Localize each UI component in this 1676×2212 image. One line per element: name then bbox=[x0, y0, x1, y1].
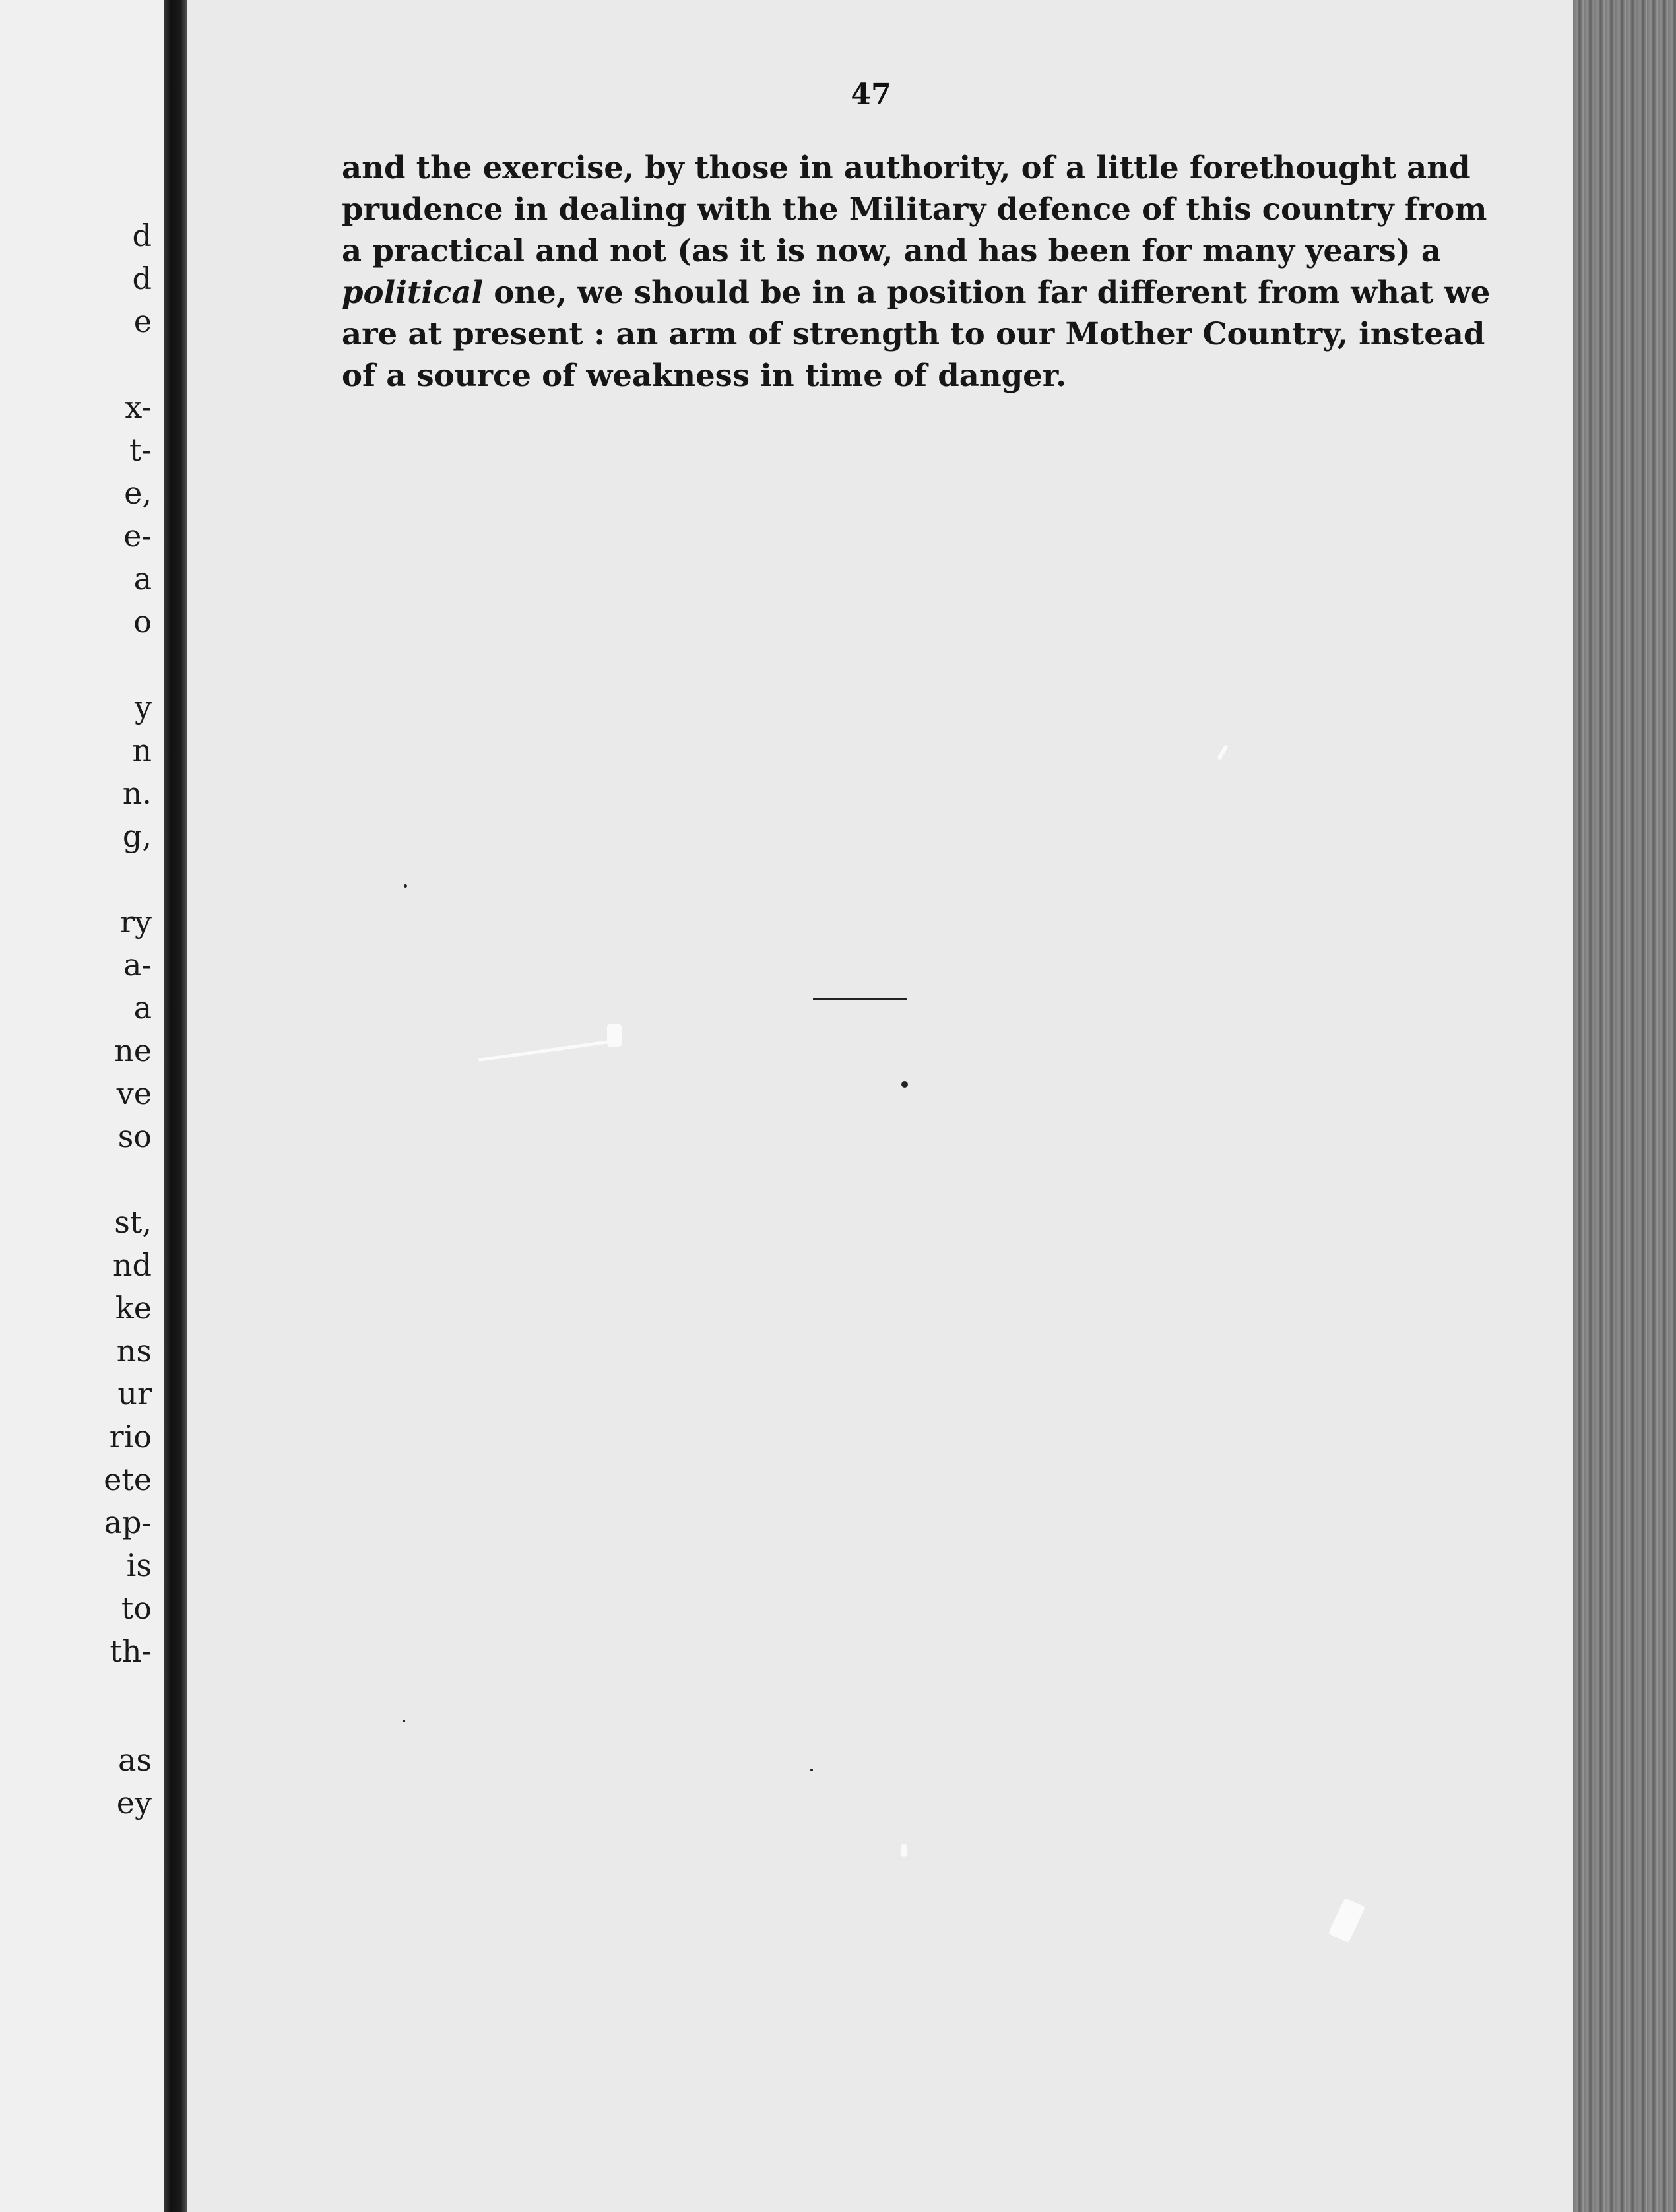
line-end-fragment: rio bbox=[109, 1419, 152, 1454]
line-end-fragment: ve bbox=[116, 1076, 152, 1111]
ink-speck bbox=[404, 884, 407, 888]
line-end-fragment: x- bbox=[125, 389, 152, 425]
line-end-fragment: ne bbox=[114, 1033, 152, 1068]
line-end-fragment: e bbox=[133, 304, 152, 339]
line-end-fragment: ns bbox=[116, 1333, 152, 1369]
line-end-fragment: o bbox=[133, 604, 152, 639]
line-end-fragment: ke bbox=[115, 1290, 152, 1326]
line-end-fragment: y bbox=[135, 690, 152, 725]
line-end-fragment: a bbox=[133, 990, 152, 1025]
line-end-fragment: nd bbox=[112, 1247, 152, 1283]
line-end-fragment: e, bbox=[124, 475, 152, 511]
text-line: are at present : an arm of strength to our Mother Country, instead bbox=[342, 315, 1485, 352]
body-paragraph bbox=[342, 146, 1491, 396]
text-line: and the exercise, by those in authority, of a little forethought and bbox=[342, 149, 1471, 185]
line-end-fragment: a bbox=[133, 561, 152, 597]
line-end-fragment: is bbox=[126, 1547, 152, 1583]
stacked-page-edges bbox=[1573, 0, 1676, 2212]
line-end-fragment: g, bbox=[122, 818, 152, 854]
book-gutter bbox=[164, 0, 187, 2212]
line-end-fragment: to bbox=[121, 1590, 152, 1626]
line-end-fragment: th- bbox=[110, 1633, 152, 1669]
line-end-fragment: ey bbox=[116, 1785, 152, 1821]
line-end-fragment: as bbox=[117, 1742, 152, 1778]
text-line bbox=[342, 271, 1491, 313]
text-line: prudence in dealing with the Military defence of this country from bbox=[342, 191, 1487, 227]
line-end-fragment: d bbox=[132, 261, 152, 296]
line-end-fragment: t- bbox=[129, 432, 152, 468]
ink-speck bbox=[810, 1769, 813, 1771]
ink-speck bbox=[901, 1081, 908, 1088]
line-end-fragment: ry bbox=[120, 904, 152, 940]
line-end-fragment: ete bbox=[104, 1462, 152, 1497]
page-number: 47 bbox=[851, 78, 891, 112]
line-end-fragment: ap- bbox=[104, 1505, 152, 1540]
line-end-fragment: so bbox=[117, 1119, 152, 1154]
line-end-fragment: n. bbox=[122, 775, 152, 811]
facing-page-fragment bbox=[0, 0, 164, 2212]
text-line: of a source of weakness in time of danger. bbox=[342, 357, 1067, 393]
paper-scratch bbox=[901, 1844, 907, 1857]
line-end-fragment: e- bbox=[123, 518, 152, 554]
line-end-fragment: st, bbox=[114, 1204, 152, 1240]
line-end-fragment: a- bbox=[123, 947, 152, 983]
text-line-rest: one, we should be in a position far different from what we bbox=[483, 274, 1491, 310]
ink-speck bbox=[403, 1720, 405, 1722]
text-line: a practical and not (as it is now, and has been for many years) a bbox=[342, 232, 1442, 269]
italic-word: political bbox=[342, 274, 484, 310]
paper-scratch bbox=[607, 1024, 622, 1047]
section-end-rule bbox=[813, 998, 907, 1000]
line-end-fragment: n bbox=[132, 732, 152, 768]
line-end-fragment: ur bbox=[117, 1376, 152, 1412]
line-end-fragment: d bbox=[132, 218, 152, 253]
facing-page-line-ends bbox=[0, 0, 164, 2212]
